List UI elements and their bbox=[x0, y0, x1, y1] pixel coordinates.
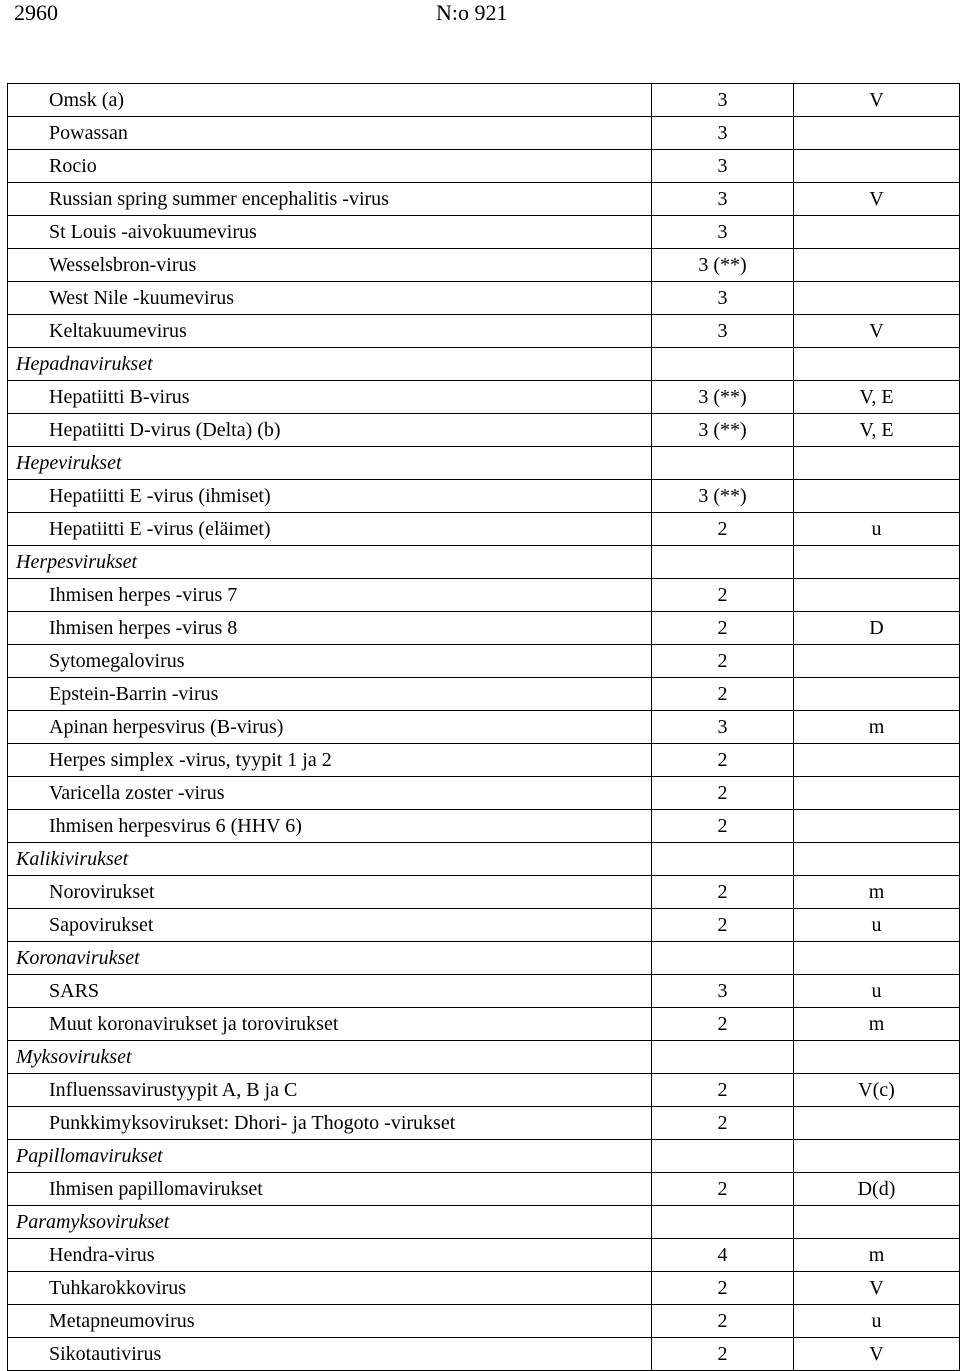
risk-group: 3 (**) bbox=[652, 480, 794, 513]
virus-family-row bbox=[8, 942, 960, 975]
virus-row bbox=[8, 645, 960, 678]
virus-name: Ihmisen herpesvirus 6 (HHV 6) bbox=[8, 810, 652, 843]
note bbox=[794, 480, 960, 513]
note bbox=[794, 942, 960, 975]
virus-family-row bbox=[8, 348, 960, 381]
virus-row bbox=[8, 1173, 960, 1206]
risk-group bbox=[652, 1041, 794, 1074]
virus-name: Russian spring summer encephalitis -virus bbox=[8, 183, 652, 216]
risk-group: 3 bbox=[652, 216, 794, 249]
virus-name: Punkkimyksovirukset: Dhori- ja Thogoto -virukset bbox=[8, 1107, 652, 1140]
virus-name: Hepatiitti E -virus (ihmiset) bbox=[8, 480, 652, 513]
virus-name: Powassan bbox=[8, 117, 652, 150]
virus-table-body bbox=[8, 84, 960, 1371]
note: V, E bbox=[794, 414, 960, 447]
note: V, E bbox=[794, 381, 960, 414]
risk-group: 2 bbox=[652, 1008, 794, 1041]
note: V(c) bbox=[794, 1074, 960, 1107]
page-header bbox=[0, 0, 960, 30]
risk-group bbox=[652, 546, 794, 579]
note: V bbox=[794, 84, 960, 117]
virus-row bbox=[8, 1008, 960, 1041]
note bbox=[794, 447, 960, 480]
risk-group: 3 (**) bbox=[652, 414, 794, 447]
note bbox=[794, 348, 960, 381]
note bbox=[794, 1206, 960, 1239]
risk-group: 2 bbox=[652, 1305, 794, 1338]
note bbox=[794, 744, 960, 777]
virus-name: Varicella zoster -virus bbox=[8, 777, 652, 810]
note: D(d) bbox=[794, 1173, 960, 1206]
virus-row bbox=[8, 183, 960, 216]
virus-name: St Louis -aivokuumevirus bbox=[8, 216, 652, 249]
virus-name: SARS bbox=[8, 975, 652, 1008]
virus-row bbox=[8, 909, 960, 942]
virus-family-name: Hepadnavirukset bbox=[8, 348, 652, 381]
virus-name: Rocio bbox=[8, 150, 652, 183]
virus-name: Norovirukset bbox=[8, 876, 652, 909]
risk-group: 2 bbox=[652, 777, 794, 810]
virus-name: Sytomegalovirus bbox=[8, 645, 652, 678]
virus-name: Keltakuumevirus bbox=[8, 315, 652, 348]
note: D bbox=[794, 612, 960, 645]
virus-name: Sikotautivirus bbox=[8, 1338, 652, 1371]
risk-group: 2 bbox=[652, 810, 794, 843]
virus-row bbox=[8, 1239, 960, 1272]
virus-row bbox=[8, 381, 960, 414]
risk-group bbox=[652, 1140, 794, 1173]
risk-group: 3 (**) bbox=[652, 249, 794, 282]
note bbox=[794, 1107, 960, 1140]
note: V bbox=[794, 1272, 960, 1305]
virus-row bbox=[8, 1305, 960, 1338]
note bbox=[794, 546, 960, 579]
risk-group: 2 bbox=[652, 909, 794, 942]
virus-row bbox=[8, 744, 960, 777]
risk-group: 2 bbox=[652, 1338, 794, 1371]
document-number: N:o 921 bbox=[436, 0, 508, 25]
note: m bbox=[794, 1008, 960, 1041]
risk-group: 3 bbox=[652, 117, 794, 150]
virus-row bbox=[8, 810, 960, 843]
virus-row bbox=[8, 480, 960, 513]
virus-name: Apinan herpesvirus (B-virus) bbox=[8, 711, 652, 744]
risk-group: 4 bbox=[652, 1239, 794, 1272]
virus-name: Sapovirukset bbox=[8, 909, 652, 942]
virus-name: Tuhkarokkovirus bbox=[8, 1272, 652, 1305]
virus-row bbox=[8, 975, 960, 1008]
virus-family-name: Koronavirukset bbox=[8, 942, 652, 975]
virus-name: Ihmisen papillomavirukset bbox=[8, 1173, 652, 1206]
virus-name: Omsk (a) bbox=[8, 84, 652, 117]
virus-family-name: Herpesvirukset bbox=[8, 546, 652, 579]
risk-group: 2 bbox=[652, 1107, 794, 1140]
virus-family-name: Papillomavirukset bbox=[8, 1140, 652, 1173]
risk-group: 2 bbox=[652, 645, 794, 678]
risk-group: 3 bbox=[652, 315, 794, 348]
virus-name: Metapneumovirus bbox=[8, 1305, 652, 1338]
page-number: 2960 bbox=[14, 0, 58, 25]
risk-group: 2 bbox=[652, 1272, 794, 1305]
virus-row bbox=[8, 711, 960, 744]
risk-group: 3 bbox=[652, 282, 794, 315]
virus-name: Wesselsbron-virus bbox=[8, 249, 652, 282]
virus-name: Ihmisen herpes -virus 7 bbox=[8, 579, 652, 612]
note bbox=[794, 843, 960, 876]
risk-group: 3 bbox=[652, 183, 794, 216]
note: u bbox=[794, 513, 960, 546]
virus-name: Hepatiitti B-virus bbox=[8, 381, 652, 414]
note bbox=[794, 777, 960, 810]
note: V bbox=[794, 315, 960, 348]
virus-row bbox=[8, 579, 960, 612]
note: u bbox=[794, 975, 960, 1008]
note: V bbox=[794, 1338, 960, 1371]
risk-group: 2 bbox=[652, 1074, 794, 1107]
virus-name: West Nile -kuumevirus bbox=[8, 282, 652, 315]
virus-row bbox=[8, 117, 960, 150]
virus-family-row bbox=[8, 1140, 960, 1173]
virus-name: Hepatiitti E -virus (eläimet) bbox=[8, 513, 652, 546]
risk-group bbox=[652, 1206, 794, 1239]
virus-family-row bbox=[8, 546, 960, 579]
note bbox=[794, 579, 960, 612]
virus-family-name: Paramyksovirukset bbox=[8, 1206, 652, 1239]
virus-name: Ihmisen herpes -virus 8 bbox=[8, 612, 652, 645]
note: V bbox=[794, 183, 960, 216]
virus-row bbox=[8, 249, 960, 282]
virus-family-name: Myksovirukset bbox=[8, 1041, 652, 1074]
risk-group bbox=[652, 942, 794, 975]
note: m bbox=[794, 711, 960, 744]
virus-name: Hepatiitti D-virus (Delta) (b) bbox=[8, 414, 652, 447]
virus-classification-table bbox=[7, 83, 960, 1371]
risk-group: 3 bbox=[652, 150, 794, 183]
risk-group: 2 bbox=[652, 1173, 794, 1206]
note bbox=[794, 150, 960, 183]
note bbox=[794, 282, 960, 315]
note: m bbox=[794, 876, 960, 909]
virus-row bbox=[8, 513, 960, 546]
note bbox=[794, 216, 960, 249]
note bbox=[794, 678, 960, 711]
virus-family-row bbox=[8, 843, 960, 876]
virus-row bbox=[8, 678, 960, 711]
risk-group bbox=[652, 348, 794, 381]
risk-group: 3 bbox=[652, 711, 794, 744]
note: u bbox=[794, 1305, 960, 1338]
note bbox=[794, 645, 960, 678]
virus-family-row bbox=[8, 1041, 960, 1074]
note bbox=[794, 1041, 960, 1074]
virus-name: Herpes simplex -virus, tyypit 1 ja 2 bbox=[8, 744, 652, 777]
risk-group: 2 bbox=[652, 744, 794, 777]
risk-group bbox=[652, 843, 794, 876]
risk-group bbox=[652, 447, 794, 480]
risk-group: 2 bbox=[652, 678, 794, 711]
risk-group: 2 bbox=[652, 513, 794, 546]
virus-row bbox=[8, 84, 960, 117]
virus-name: Muut koronavirukset ja torovirukset bbox=[8, 1008, 652, 1041]
virus-row bbox=[8, 414, 960, 447]
virus-row bbox=[8, 1074, 960, 1107]
virus-family-row bbox=[8, 1206, 960, 1239]
virus-name: Epstein-Barrin -virus bbox=[8, 678, 652, 711]
virus-row bbox=[8, 1107, 960, 1140]
virus-row bbox=[8, 150, 960, 183]
virus-row bbox=[8, 216, 960, 249]
note bbox=[794, 810, 960, 843]
virus-row bbox=[8, 612, 960, 645]
virus-row bbox=[8, 282, 960, 315]
virus-family-name: Hepevirukset bbox=[8, 447, 652, 480]
virus-name: Hendra-virus bbox=[8, 1239, 652, 1272]
virus-family-name: Kalikivirukset bbox=[8, 843, 652, 876]
virus-name: Influenssavirustyypit A, B ja C bbox=[8, 1074, 652, 1107]
note bbox=[794, 249, 960, 282]
risk-group: 2 bbox=[652, 612, 794, 645]
virus-row bbox=[8, 876, 960, 909]
risk-group: 3 (**) bbox=[652, 381, 794, 414]
virus-row bbox=[8, 1272, 960, 1305]
virus-row bbox=[8, 777, 960, 810]
note bbox=[794, 117, 960, 150]
note: u bbox=[794, 909, 960, 942]
risk-group: 3 bbox=[652, 975, 794, 1008]
risk-group: 3 bbox=[652, 84, 794, 117]
risk-group: 2 bbox=[652, 579, 794, 612]
note: m bbox=[794, 1239, 960, 1272]
virus-row bbox=[8, 1338, 960, 1371]
note bbox=[794, 1140, 960, 1173]
virus-row bbox=[8, 315, 960, 348]
virus-family-row bbox=[8, 447, 960, 480]
risk-group: 2 bbox=[652, 876, 794, 909]
